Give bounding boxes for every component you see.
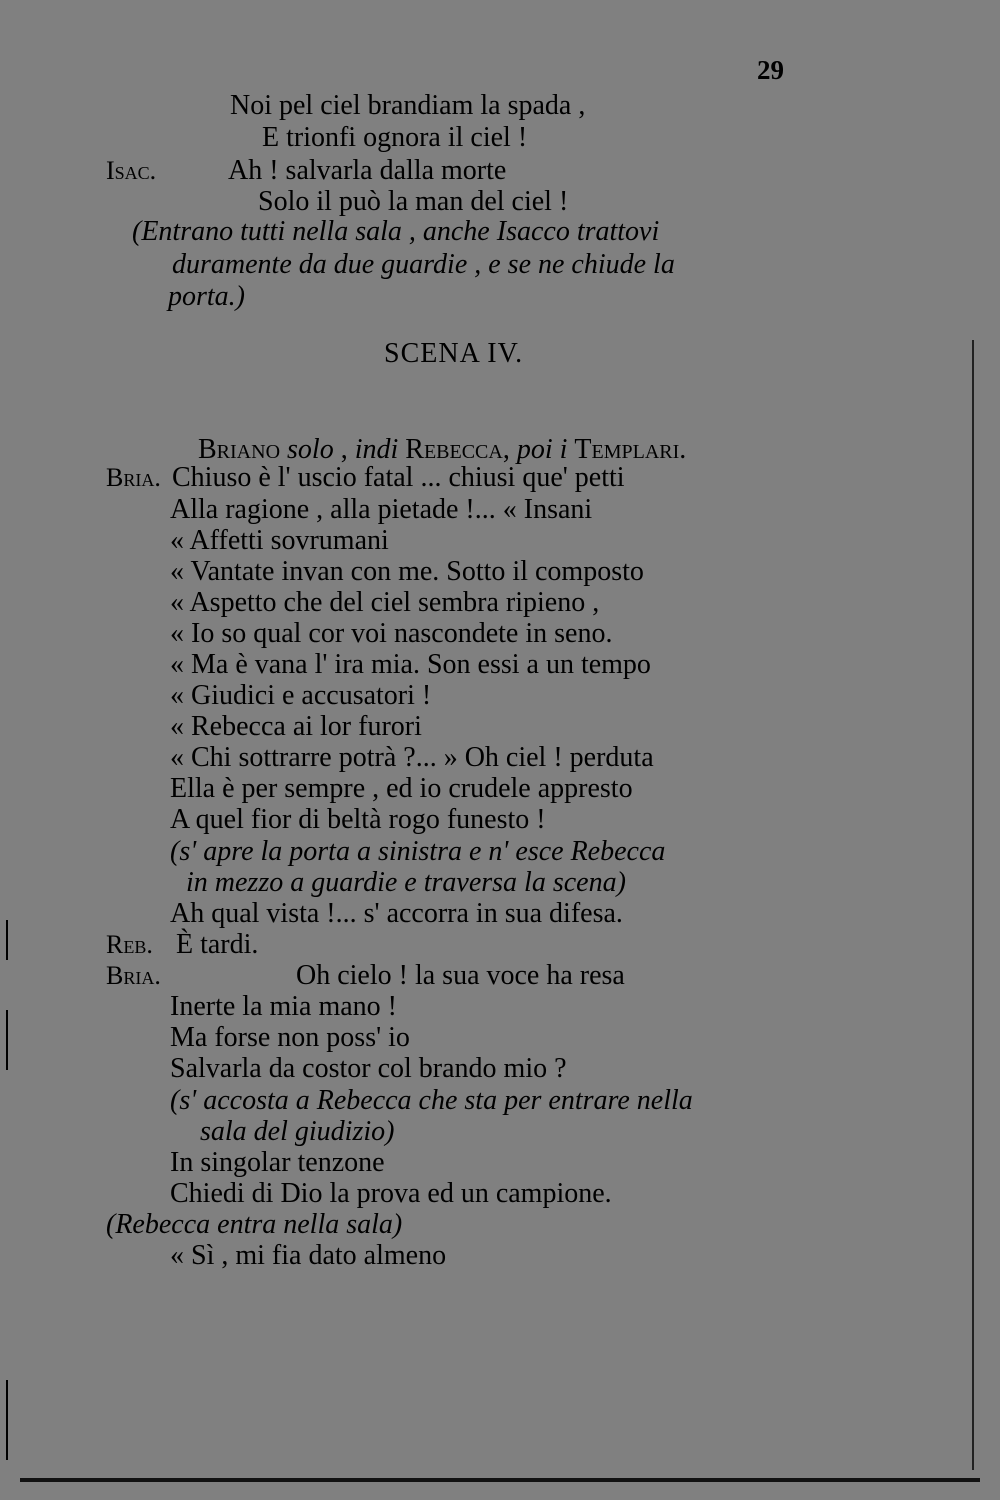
speaker-label: Isac. (106, 156, 157, 185)
verse-line: Solo il può la man del ciel ! (258, 186, 569, 217)
verse-line: « Giudici e accusatori ! (170, 680, 432, 711)
verse-line: Noi pel ciel brandiam la spada , (230, 90, 586, 121)
cast-punct: , (340, 434, 348, 465)
cast-note: poi i (516, 434, 568, 465)
page-edge-mark (6, 1010, 8, 1070)
cast-name: Rebecca (405, 434, 503, 465)
page-bottom-edge (20, 1478, 980, 1482)
stage-direction: sala del giudizio) (200, 1116, 395, 1147)
verse-line: Inerte la mia mano ! (170, 991, 398, 1022)
stage-direction: (s' accosta a Rebecca che sta per entrare nella (170, 1085, 693, 1116)
stage-direction: (Rebecca entra nella sala) (106, 1209, 403, 1240)
verse-line: « Vantate invan con me. Sotto il composto (170, 556, 644, 587)
verse-line: Chiuso è l' uscio fatal ... chiusi que' petti (172, 462, 625, 493)
cast-name: Briano (198, 434, 281, 465)
stage-direction: (s' apre la porta a sinistra e n' esce Rebecca (170, 836, 666, 867)
verse-line: Oh cielo ! la sua voce ha resa (296, 960, 625, 991)
stage-direction: in mezzo a guardie e traversa la scena) (186, 867, 626, 898)
cast-punct: , (502, 434, 510, 465)
verse-line: « Affetti sovrumani (170, 525, 389, 556)
verse-line: « Rebecca ai lor furori (170, 711, 422, 742)
verse-line: Ah ! salvarla dalla morte (228, 155, 507, 186)
verse-line: « Sì , mi fia dato almeno (170, 1240, 447, 1271)
verse-line: « Chi sottrarre potrà ?... » Oh ciel ! perduta (170, 742, 654, 773)
cast-name: Templari. (574, 434, 687, 465)
verse-line: In singolar tenzone (170, 1147, 385, 1178)
verse-line: « Io so qual cor voi nascondete in seno. (170, 618, 613, 649)
page-edge-line (972, 340, 974, 1470)
verse-line: Ma forse non poss' io (170, 1022, 410, 1053)
page-number: 29 (757, 55, 784, 85)
verse-line: Alla ragione , alla pietade !... « Insani (170, 494, 593, 525)
page-edge-mark (6, 920, 8, 960)
speaker-label: Bria. (106, 463, 161, 492)
cast-note: indi (354, 434, 399, 465)
stage-direction: (Entrano tutti nella sala , anche Isacco trattovi (132, 216, 660, 247)
verse-line: Salvarla da costor col brando mio ? (170, 1053, 567, 1084)
verse-line: Ah qual vista !... s' accorra in sua difesa. (170, 898, 623, 929)
verse-line: « Aspetto che del ciel sembra ripieno , (170, 587, 600, 618)
verse-line: E trionfi ognora il ciel ! (262, 122, 528, 153)
verse-line: Ella è per sempre , ed io crudele appresto (170, 773, 633, 804)
page-edge-mark (6, 1380, 8, 1460)
stage-direction: duramente da due guardie , e se ne chiude la (172, 249, 675, 280)
verse-line: « Ma è vana l' ira mia. Son essi a un tempo (170, 649, 651, 680)
speaker-label: Reb. (106, 930, 153, 959)
cast-note: solo (287, 434, 334, 465)
speaker-label: Bria. (106, 961, 161, 990)
scene-title: SCENA IV. (384, 338, 524, 369)
stage-direction: porta.) (168, 281, 245, 312)
verse-line: A quel fior di beltà rogo funesto ! (170, 804, 546, 835)
verse-line: Chiedi di Dio la prova ed un campione. (170, 1178, 612, 1209)
verse-line: È tardi. (176, 929, 259, 960)
